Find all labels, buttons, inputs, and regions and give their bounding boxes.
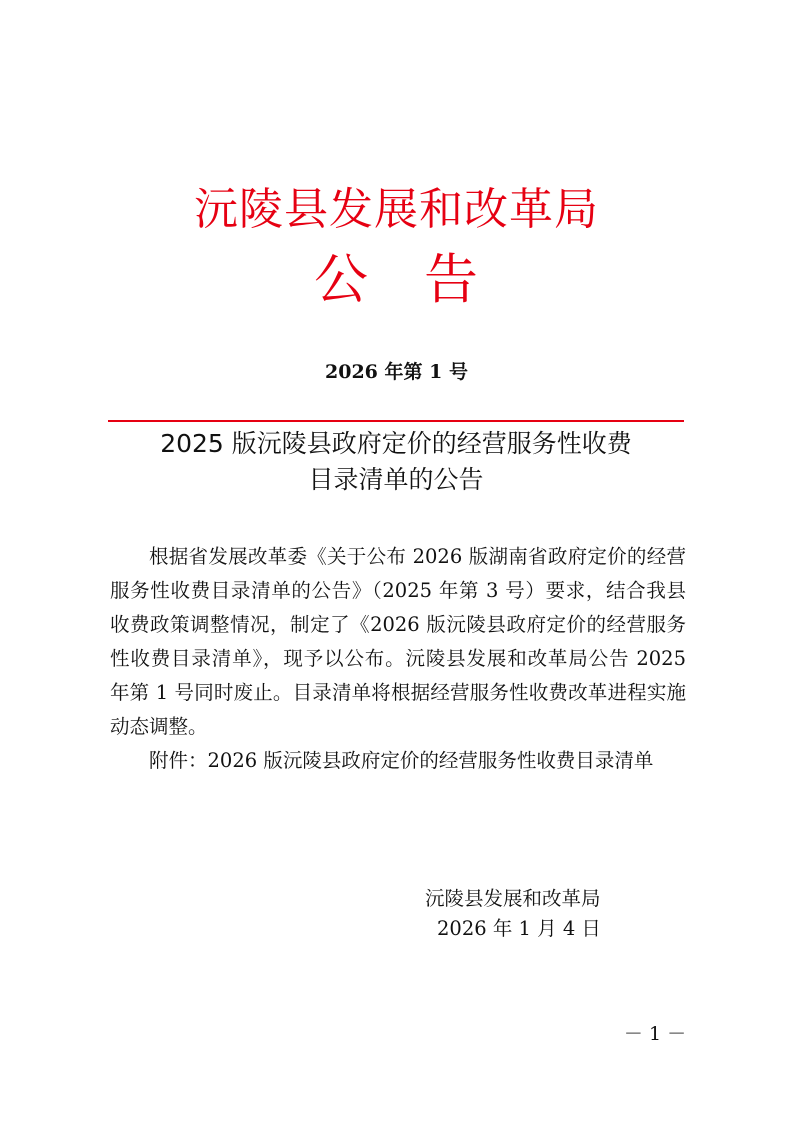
document-title xyxy=(108,426,684,498)
signature-organization: 沅陵县发展和改革局 xyxy=(425,887,601,910)
document-body xyxy=(110,540,686,778)
document-title-line-2: 目录清单的公告 xyxy=(308,465,484,494)
attachment-note: 附件：2026 版沅陵县政府定价的经营服务性收费目录清单 xyxy=(149,749,654,772)
signature-block xyxy=(425,884,685,944)
red-divider-line xyxy=(108,420,684,422)
notice-heading: 公 告 xyxy=(314,248,479,311)
document-title-line-1: 2025 版沅陵县政府定价的经营服务性收费 xyxy=(160,429,632,458)
issuing-agency-heading: 沅陵县发展和改革局 xyxy=(194,184,599,235)
page-number: － 1 － xyxy=(623,1023,687,1045)
document-number: 2026 年第 1 号 xyxy=(325,361,468,383)
body-paragraph: 根据省发展改革委《关于公布 2026 版湖南省政府定价的经营服务性收费目录清单的公告》（2025 年第 3 号）要求，结合我县收费政策调整情况，制定了《2026 版沅陵县政府定价的经营服务性收费目录清单》，现予以公布。沅陵县发展和改革局公告 2025 年第 1 号同时废止。目录清单将根据经营服务性收费改革进程实施动态调整。 xyxy=(110,545,686,738)
signature-date: 2026 年 1 月 4 日 xyxy=(437,917,601,940)
